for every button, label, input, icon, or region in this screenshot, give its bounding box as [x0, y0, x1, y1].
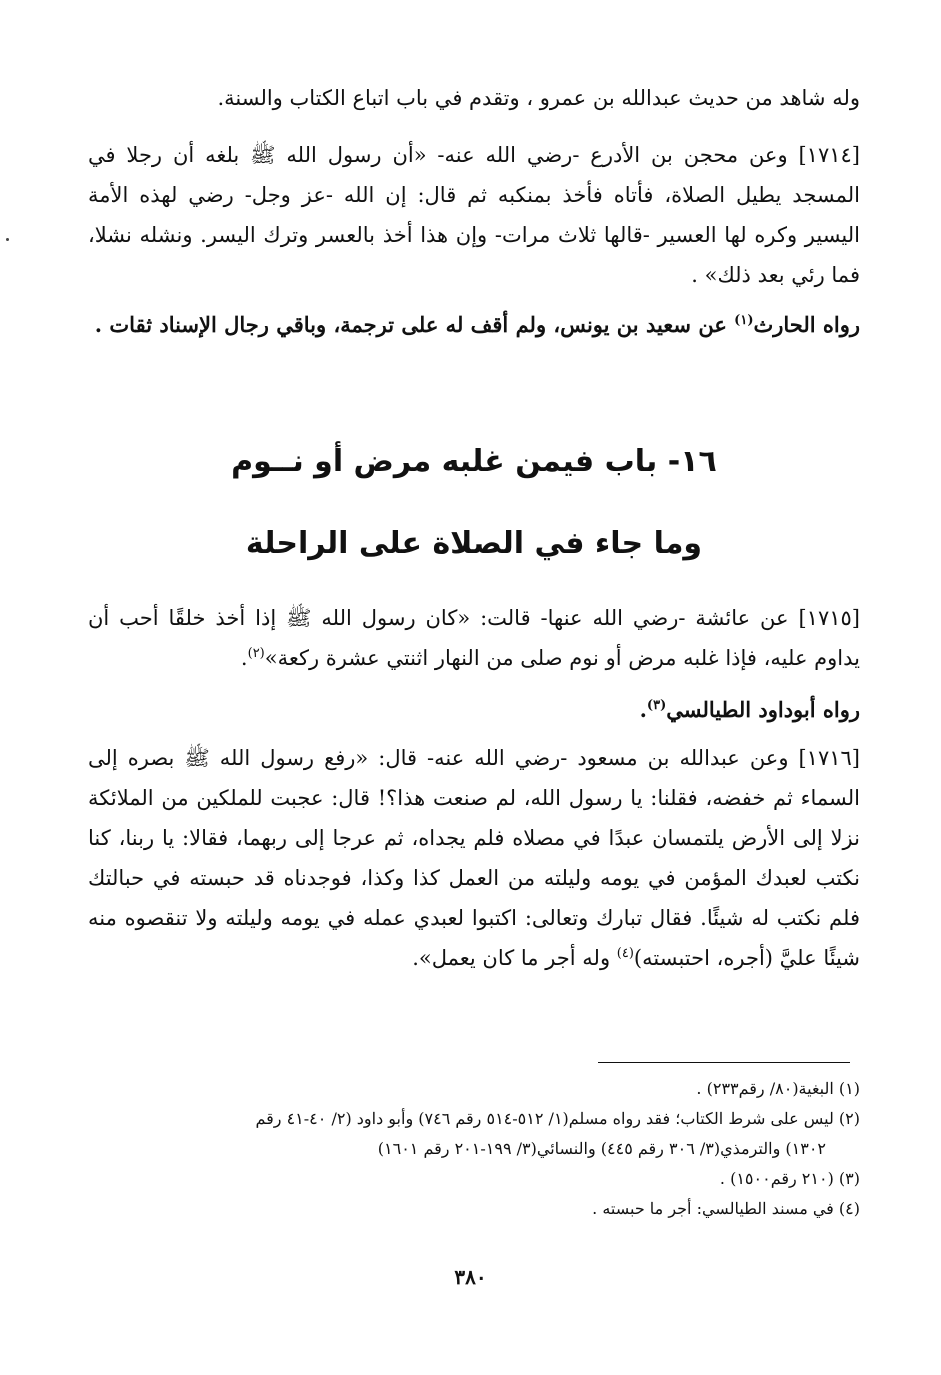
- narration-note-1714: [88, 305, 860, 345]
- footnote-1: (١) البغية(٨٠/ رقم٢٣٣) .: [696, 1079, 860, 1098]
- scan-speck: [6, 238, 9, 241]
- hadith-1715: [88, 598, 860, 678]
- footnote-2: (٢) ليس على شرط الكتاب؛ فقد رواه مسلم(١/ ٥١٢-٥١٤ رقم ٧٤٦) وأبو داود (٢/ ٤٠-٤١ رقم: [255, 1109, 860, 1128]
- hadith-1714: [88, 135, 860, 295]
- footnote-divider: [598, 1062, 850, 1063]
- chapter-heading-line-1: ١٦- باب فيمن غلبه مرض أو نــوم: [231, 444, 717, 479]
- footnote-ref-2: (٢): [247, 646, 265, 661]
- footnote-4: (٤) في مسند الطيالسي: أجر ما حبسته .: [592, 1199, 860, 1218]
- footnote-ref-4: (٤): [616, 946, 634, 961]
- paragraph-text: [١٧١٦] وعن عبدالله بن مسعود -رضي الله عنه- قال: «رفع رسول الله ﷺ بصره إلى السماء ثم خفضه، فقلنا: يا رسول الله، لم صنعت هذا؟! قال: عجبت للملكين من الملائكة نزلا إلى الأرض يلتمسان عبدًا في مصلاه فلم يجداه، ثم عرجا إلى ربهما، فقالا: يا ربنا، كنا نكتب لعبدك المؤمن في يومه وليلته من العمل كذا وكذا، فوجدناه قد حبسته في حبالتك فلم نكتب له شيئًا. فقال تبارك وتعالى: اكتبوا لعبدي عمله في يومه وليلته ولا تنقصوه منه شيئًا عليَّ (أجره، احتبسته): [88, 746, 860, 970]
- narration-note-1715: [88, 690, 860, 730]
- paragraph-text: [١٧١٤] وعن محجن بن الأدرع -رضي الله عنه- «أن رسول الله ﷺ بلغه أن رجلا في المسجد يطيل الصلاة، فأتاه فأخذ بمنكبه ثم قال: إن الله -عز وجل- رضي لهذه الأمة اليسير وكره لها العسير -قالها ثلاث مرات- وإن هذا أخذ بالعسر وترك اليسر. ونشله نشلا، فما رئي بعد ذلك» .: [88, 143, 860, 287]
- paragraph-text: رواه أبوداود الطيالسي: [666, 697, 860, 722]
- paragraph-text: عن سعيد بن يونس، ولم أقف له على ترجمة، وباقي رجال الإسناد ثقات .: [94, 312, 735, 337]
- chapter-heading-line-2: وما جاء في الصلاة على الراحلة: [245, 526, 703, 561]
- paragraph-text: رواه الحارث: [753, 312, 860, 337]
- footnote-2-continued: ١٣٠٢) والترمذي(٣/ ٣٠٦ رقم ٤٤٥) والنسائي(٣/ ١٩٩-٢٠١ رقم ١٦٠١): [377, 1139, 826, 1158]
- paragraph-text: وله أجر ما كان يعمل».: [412, 946, 617, 970]
- paragraph-text: وله شاهد من حديث عبدالله بن عمرو ، وتقدم في باب اتباع الكتاب والسنة.: [217, 86, 860, 110]
- paragraph-witness: [88, 78, 860, 118]
- footnote-ref-3: (٣): [646, 698, 667, 713]
- hadith-1716: [88, 738, 860, 978]
- page-number: ٣٨٠: [454, 1265, 487, 1289]
- footnote-3: (٣) (٢١٠ رقم١٥٠٠) .: [719, 1169, 860, 1188]
- footnotes: [88, 1074, 860, 1224]
- footnote-ref-1: (١): [734, 313, 754, 328]
- paragraph-text: .: [639, 697, 647, 722]
- paragraph-text: [١٧١٥] عن عائشة -رضي الله عنها- قالت: «كان رسول الله ﷺ إذا أخذ خلقًا أحب أن يداوم عليه، فإذا غلبه مرض أو نوم صلى من النهار اثنتي عشرة ركعة»: [88, 606, 860, 670]
- paragraph-text: .: [240, 646, 248, 670]
